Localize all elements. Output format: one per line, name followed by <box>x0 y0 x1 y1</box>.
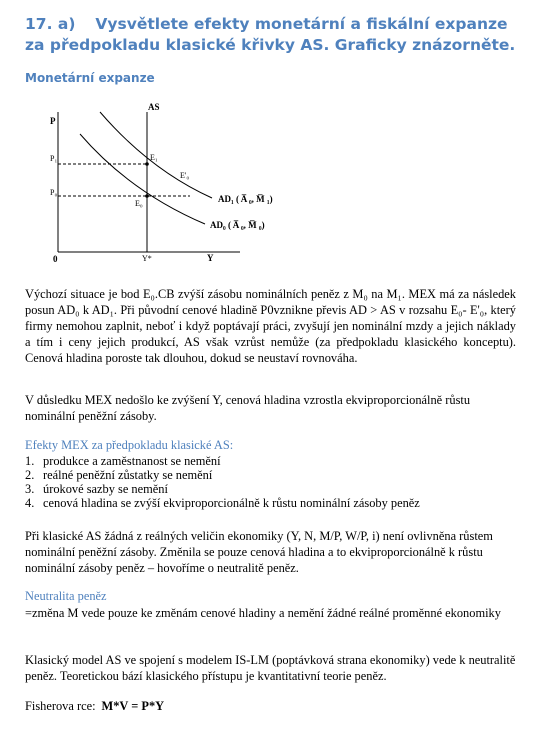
paragraph-initial-situation: Výchozí situace je bod E₀.CB zvýší zásobu nominálních peněz z M₀ na M₁. MEX má za následek posun AD₀ k AD₁. Při původní cenové hladině P0vznikne převis AD > AS v rozsahu E₀- E'₀, který firmy nemohou zaplnit, neboť i když poptávají práci, zvyšují jen nominální mzdy a jejich náklady a tím i ceny jejich produkcí, AS však vzrůst nemůže (za předpokladu klasického konceptu). Cenová hladina poroste tak dlouhou, dokud se neustaví rovnováha. <box>25 287 516 365</box>
p0-label: P₀ <box>50 188 58 197</box>
paragraph-classical-as: Při klasické AS žádná z reálných veličin ekonomiky (Y, N, M/P, W/P, i) není ovlivněna růstem nominální peněžní zásoby. Změnila se pouze cenová hladina a to ekviproporcionálně k růstu nominální zásoby peněz – hovoříme o neutralitě peněz. <box>25 529 493 575</box>
e1-label: E₁ <box>150 153 158 162</box>
section-subheading: Monetární expanze <box>25 71 155 85</box>
neutrality-definition: =změna M vede pouze ke změnám cenové hladiny a nemění žádné reálné proměnné ekonomiky <box>25 606 501 620</box>
question-text: Vysvětlete efekty monetární a fiskální expanze za předpokladu klasické křivky AS. Graficky znázorněte. <box>25 15 516 54</box>
fisher-label: Fisherova rce: <box>25 699 96 713</box>
list-item: 1. produkce a zaměstnanost se nemění <box>25 454 221 468</box>
as-label: AS <box>148 102 160 112</box>
question-number: 17. a) <box>25 15 76 33</box>
p1-label: P₁ <box>50 154 58 163</box>
list-item: 2. reálné peněžní zůstatky se nemění <box>25 468 213 482</box>
paragraph-model: Klasický model AS ve spojení s modelem IS-LM (poptávková strana ekonomiky) vede k neutralitě peněz. Teoretickou bází klasického přístupu je kvantitativní teorie peněz. <box>25 653 516 683</box>
ad-as-graph <box>40 100 320 270</box>
y-axis-x-label: Y <box>207 253 214 263</box>
origin-label: 0 <box>53 254 58 264</box>
effects-heading: Efekty MEX za předpokladu klasické AS: <box>25 438 234 452</box>
question-title <box>25 14 525 56</box>
paragraph-consequence: V důsledku MEX nedošlo ke zvýšení Y, cenová hladina vzrostla ekviproporcionálně růstu nominální peněžní zásoby. <box>25 393 471 423</box>
ystar-label: Y* <box>142 254 152 263</box>
list-item: 4. cenová hladina se zvýší ekviproporcionálně k růstu nominální zásoby peněz <box>25 496 420 510</box>
ad0-label: AD₀ ( A̅ ₀, M̅ ₀) <box>210 220 265 230</box>
fisher-formula: M*V = P*Y <box>101 699 165 713</box>
e0-point <box>145 194 149 198</box>
neutrality-heading: Neutralita peněz <box>25 589 107 603</box>
list-item: 3. úrokové sazby se nemění <box>25 482 168 496</box>
e1-point <box>145 162 149 166</box>
e0prime-label: E'₀ <box>180 171 190 180</box>
p-axis-label: P <box>50 116 56 126</box>
e0-label: E₀ <box>135 199 143 208</box>
fisher-equation <box>25 699 164 714</box>
ad1-label: AD₁ ( A̅ ₀, M̅ ₁) <box>218 194 273 204</box>
effects-list <box>25 454 420 510</box>
